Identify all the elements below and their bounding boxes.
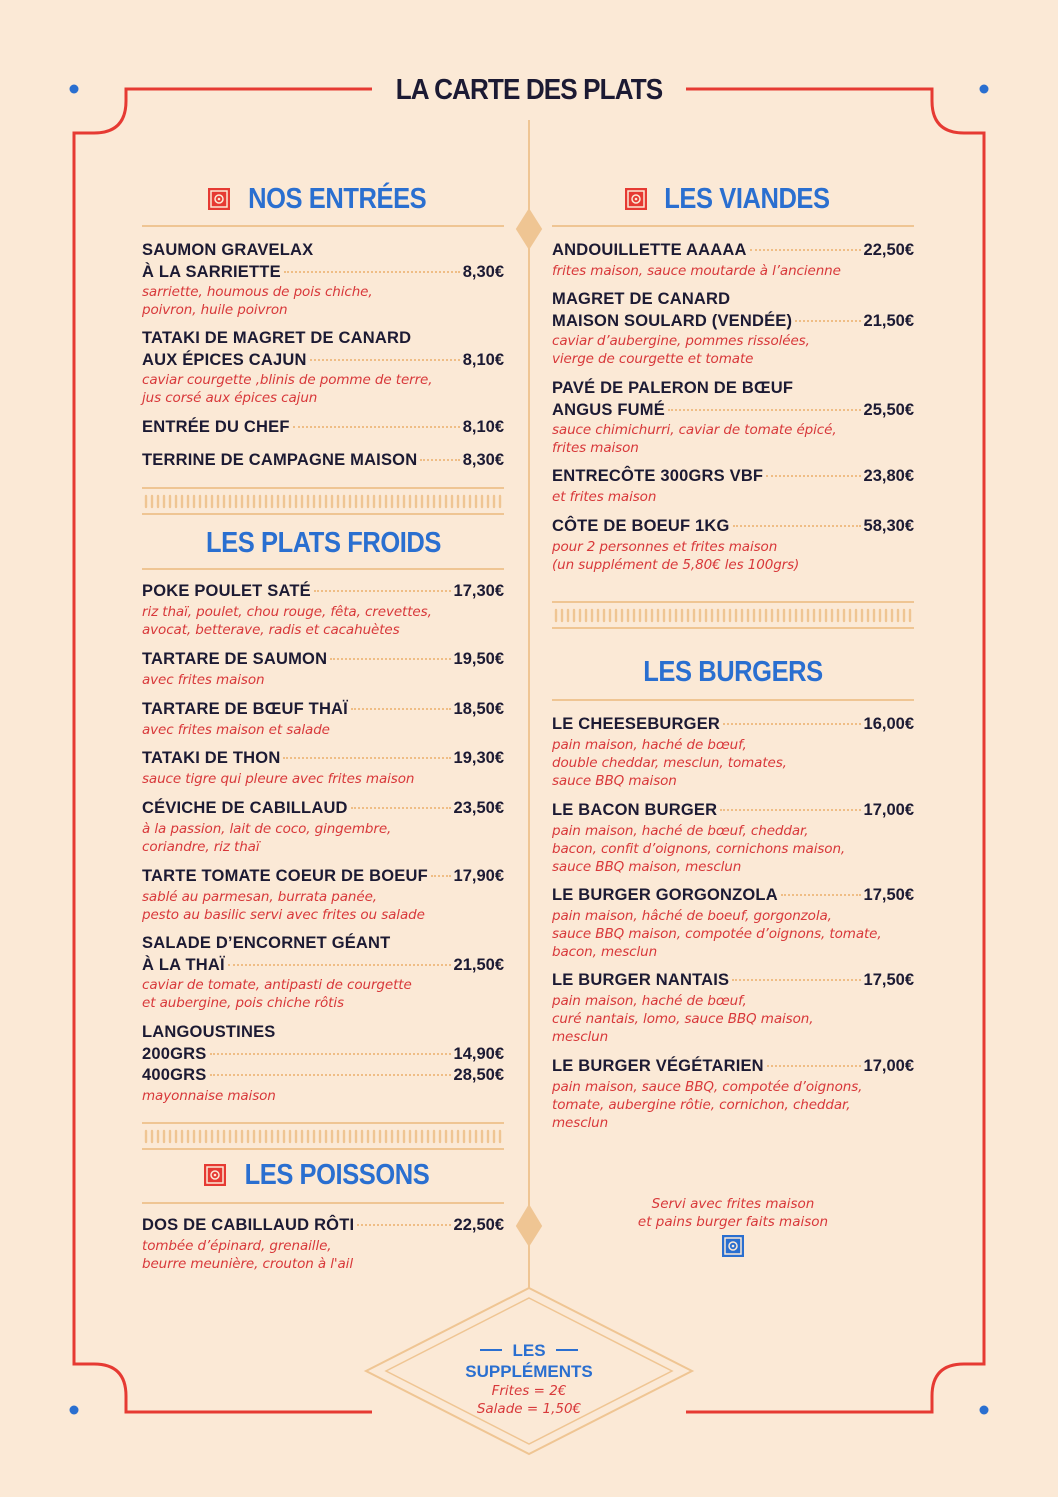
poissons-heading: LES POISSONS: [142, 1159, 504, 1192]
entrees-heading: NOS ENTRÉES: [142, 183, 504, 216]
menu-item: LE BACON BURGER 17,00€ pain maison, haché de bœuf, cheddar, bacon, confit d’oignons, cornichons maison, sauce BBQ maison, mesclun: [552, 801, 914, 875]
menu-item: ANDOUILLETTE AAAAA 22,50€ frites maison, sauce moutarde à l’ancienne: [552, 241, 914, 279]
menu-item: CÉVICHE DE CABILLAUD 23,50€ à la passion, lait de coco, gingembre, coriandre, riz thaï: [142, 799, 504, 855]
menu-item: LE BURGER VÉGÉTARIEN 17,00€ pain maison, sauce BBQ, compotée d’oignons, tomate, aubergine rôtie, cornichon, cheddar, mesclun: [552, 1057, 914, 1131]
menu-item: DOS DE CABILLAUD RÔTI 22,50€ tombée d’épinard, grenaille, beurre meunière, crouton à l'ail: [142, 1216, 504, 1272]
section-rule: [142, 1202, 504, 1204]
menu-item: TARTE TOMATE COEUR DE BOEUF 17,90€ sablé au parmesan, burrata panée, pesto au basilic servi avec frites ou salade: [142, 867, 504, 923]
menu-item: ENTRECÔTE 300GRS VBF 23,80€ et frites maison: [552, 467, 914, 505]
menu-item: PAVÉ DE PALERON DE BŒUF ANGUS FUMÉ 25,50€ sauce chimichurri, caviar de tomate épicé, frites maison: [552, 379, 914, 456]
burgers-heading: LES BURGERS: [643, 656, 823, 688]
menu-item: TERRINE DE CAMPAGNE MAISON 8,30€: [142, 451, 504, 469]
menu-item: TATAKI DE MAGRET DE CANARD AUX ÉPICES CAJUN 8,10€ caviar courgette ,blinis de pomme de terre, jus corsé aux épices cajun: [142, 329, 504, 406]
decorative-band: [552, 601, 914, 629]
menu-item: LE BURGER GORGONZOLA 17,50€ pain maison, hâché de boeuf, gorgonzola, sauce BBQ maison, compotée d’oignons, tomate, bacon, mesclun: [552, 886, 914, 960]
menu-item: MAGRET DE CANARD MAISON SOULARD (VENDÉE) 21,50€ caviar d’aubergine, pommes rissolées, vierge de courgette et tomate: [552, 290, 914, 367]
tile-ornament-icon: [204, 1164, 226, 1186]
supplement-salade: Salade = 1,50€: [476, 1401, 582, 1417]
menu-item: SAUMON GRAVELAX À LA SARRIETTE 8,30€ sarriette, houmous de pois chiche, poivron, huile poivron: [142, 241, 504, 318]
menu-item-langoustines: LANGOUSTINES 200GRS 14,90€ 400GRS 28,50€ mayonnaise maison: [142, 1023, 504, 1104]
section-rule: [142, 568, 504, 570]
decorative-band: [142, 487, 504, 515]
page-title: LA CARTE DES PLATS: [395, 74, 663, 106]
supplement-frites: Frites = 2€: [491, 1383, 567, 1399]
left-column: [142, 0, 504, 1497]
menu-item: ENTRÉE DU CHEF 8,10€: [142, 418, 504, 436]
menu-item: TARTARE DE SAUMON 19,50€ avec frites maison: [142, 650, 504, 688]
menu-item: POKE POULET SATÉ 17,30€ riz thaï, poulet, chou rouge, fêta, crevettes, avocat, betterave, radis et cacahuètes: [142, 582, 504, 638]
right-column: [552, 0, 914, 1497]
viandes-heading: LES VIANDES: [552, 183, 914, 216]
supplements-title: LES SUPPLÉMENTS: [465, 1341, 593, 1381]
menu-item: TARTARE DE BŒUF THAÏ 18,50€ avec frites maison et salade: [142, 700, 504, 738]
section-rule: [552, 699, 914, 701]
decorative-band: [142, 1122, 504, 1150]
tile-ornament-icon: [208, 188, 230, 210]
menu-item: SALADE D’ENCORNET GÉANT À LA THAÏ 21,50€ caviar de tomate, antipasti de courgette et aubergine, pois chiche rôtis: [142, 934, 504, 1011]
menu-item: LE BURGER NANTAIS 17,50€ pain maison, haché de bœuf, curé nantais, lomo, sauce BBQ maison, mesclun: [552, 971, 914, 1045]
menu-item: CÔTE DE BOEUF 1KG 58,30€ pour 2 personnes et frites maison (un supplément de 5,80€ les 100grs): [552, 517, 914, 573]
burger-served-note: Servi avec frites maison et pains burger faits maison: [552, 1195, 914, 1262]
section-rule: [142, 225, 504, 227]
tile-ornament-icon: [625, 188, 647, 210]
plats-froids-heading: LES PLATS FROIDS: [205, 527, 441, 559]
menu-item: TATAKI DE THON 19,30€ sauce tigre qui pleure avec frites maison: [142, 749, 504, 787]
section-rule: [552, 225, 914, 227]
tile-ornament-icon: [722, 1235, 744, 1257]
menu-item: LE CHEESEBURGER 16,00€ pain maison, haché de bœuf, double cheddar, mesclun, tomates, sauce BBQ maison: [552, 715, 914, 789]
